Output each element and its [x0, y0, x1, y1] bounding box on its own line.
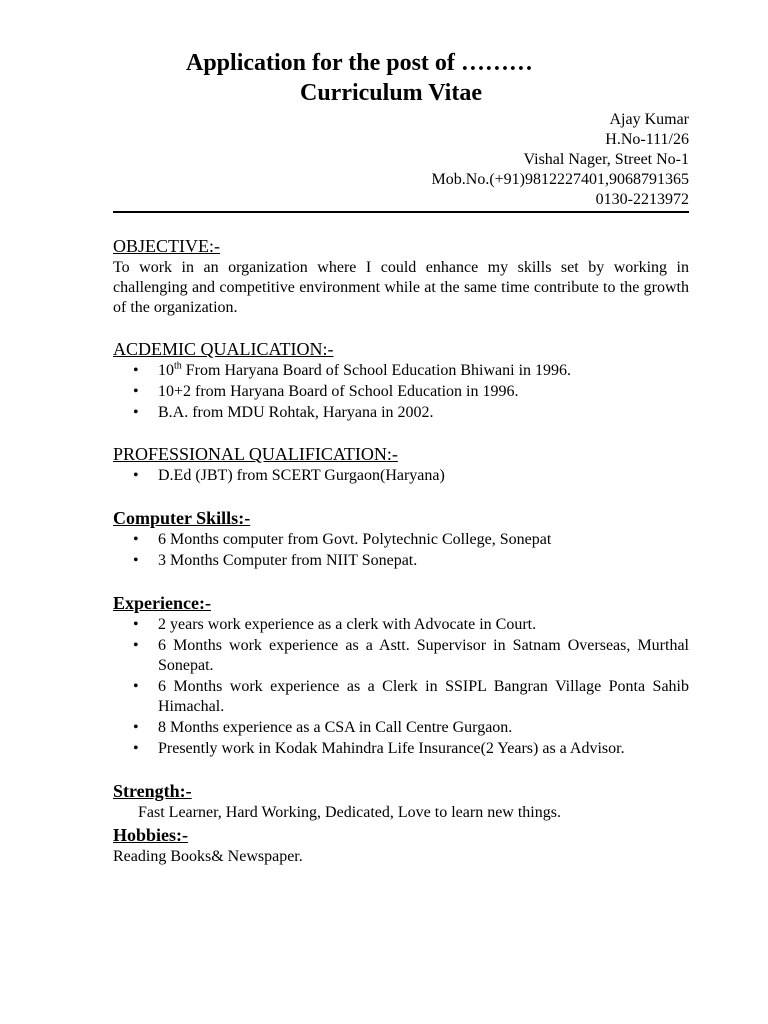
list-item: • D.Ed (JBT) from SCERT Gurgaon(Haryana)	[158, 466, 689, 486]
computer-heading-text: Computer Skills	[113, 508, 239, 528]
list-item: • 10+2 from Haryana Board of School Education in 1996.	[158, 382, 689, 402]
hobbies-text: Reading Books& Newspaper.	[113, 848, 303, 865]
list-item: • 6 Months computer from Govt. Polytechnic College, Sonepat	[158, 530, 689, 550]
objective-heading-sep: :-	[209, 236, 220, 256]
cv-title: Curriculum Vitae	[300, 80, 482, 106]
professional-heading	[113, 442, 689, 466]
strength-text: Fast Learner, Hard Working, Dedicated, Love to learn new things.	[138, 804, 561, 821]
list-item: • 6 Months work experience as a Clerk in SSIPL Bangran Village Ponta Sahib Himachal.	[158, 677, 689, 717]
list-item: • 8 Months experience as a CSA in Call Centre Gurgaon.	[158, 718, 689, 738]
contact-house: H.No-111/26	[605, 131, 689, 148]
header-divider	[113, 211, 689, 213]
strength-heading: Strength:-	[113, 781, 192, 801]
computer-section	[113, 506, 689, 571]
academic-heading	[113, 337, 689, 361]
computer-heading-sep: :-	[238, 508, 251, 528]
academic-item-1-sup: th	[174, 360, 182, 372]
professional-heading-sep: :-	[386, 444, 398, 464]
objective-section	[113, 234, 689, 318]
experience-section	[113, 591, 689, 759]
strength-section	[113, 779, 689, 823]
list-item: • 6 Months work experience as a Astt. Supervisor in Satnam Overseas, Murthal Sonepat.	[158, 636, 689, 676]
professional-heading-text: PROFESSIONAL QUALIFICATION	[113, 444, 387, 464]
academic-list	[113, 361, 689, 423]
objective-text: To work in an organization where I could enhance my skills set by working in challenging and competitive environment while at the same time contribute to the growth of the organization.	[113, 259, 689, 316]
cv-content	[113, 234, 689, 867]
computer-list	[113, 530, 689, 571]
hobbies-section	[113, 823, 689, 867]
contact-block	[432, 110, 689, 210]
academic-heading-text: ACDEMIC QUALICATION	[113, 339, 323, 359]
contact-phone: 0130-2213972	[595, 191, 689, 208]
contact-street: Vishal Nager, Street No-1	[523, 151, 689, 168]
list-item: • Presently work in Kodak Mahindra Life Insurance(2 Years) as a Advisor.	[158, 739, 689, 759]
hobbies-heading: Hobbies:-	[113, 825, 189, 845]
objective-heading-text: OBJECTIVE	[113, 236, 209, 256]
experience-list	[113, 615, 689, 759]
academic-item-1-pre: 10	[158, 362, 174, 379]
list-item: • B.A. from MDU Rohtak, Haryana in 2002.	[158, 403, 689, 423]
academic-heading-sep: :-	[322, 339, 334, 359]
experience-heading	[113, 591, 689, 615]
computer-heading	[113, 506, 689, 530]
contact-name: Ajay Kumar	[609, 111, 689, 128]
experience-heading-text: Experience	[113, 593, 199, 613]
list-item	[158, 361, 689, 381]
objective-heading	[113, 234, 689, 258]
list-item: • 3 Months Computer from NIIT Sonepat.	[158, 551, 689, 571]
list-item: • 2 years work experience as a clerk with Advocate in Court.	[158, 615, 689, 635]
academic-item-1-post: From Haryana Board of School Education Bhiwani in 1996.	[181, 362, 572, 379]
academic-section	[113, 337, 689, 423]
professional-list	[113, 466, 689, 486]
application-title: Application for the post of ………	[186, 50, 533, 76]
contact-mobile: Mob.No.(+91)9812227401,9068791365	[431, 171, 689, 188]
professional-section	[113, 442, 689, 486]
experience-heading-sep: :-	[198, 593, 211, 613]
